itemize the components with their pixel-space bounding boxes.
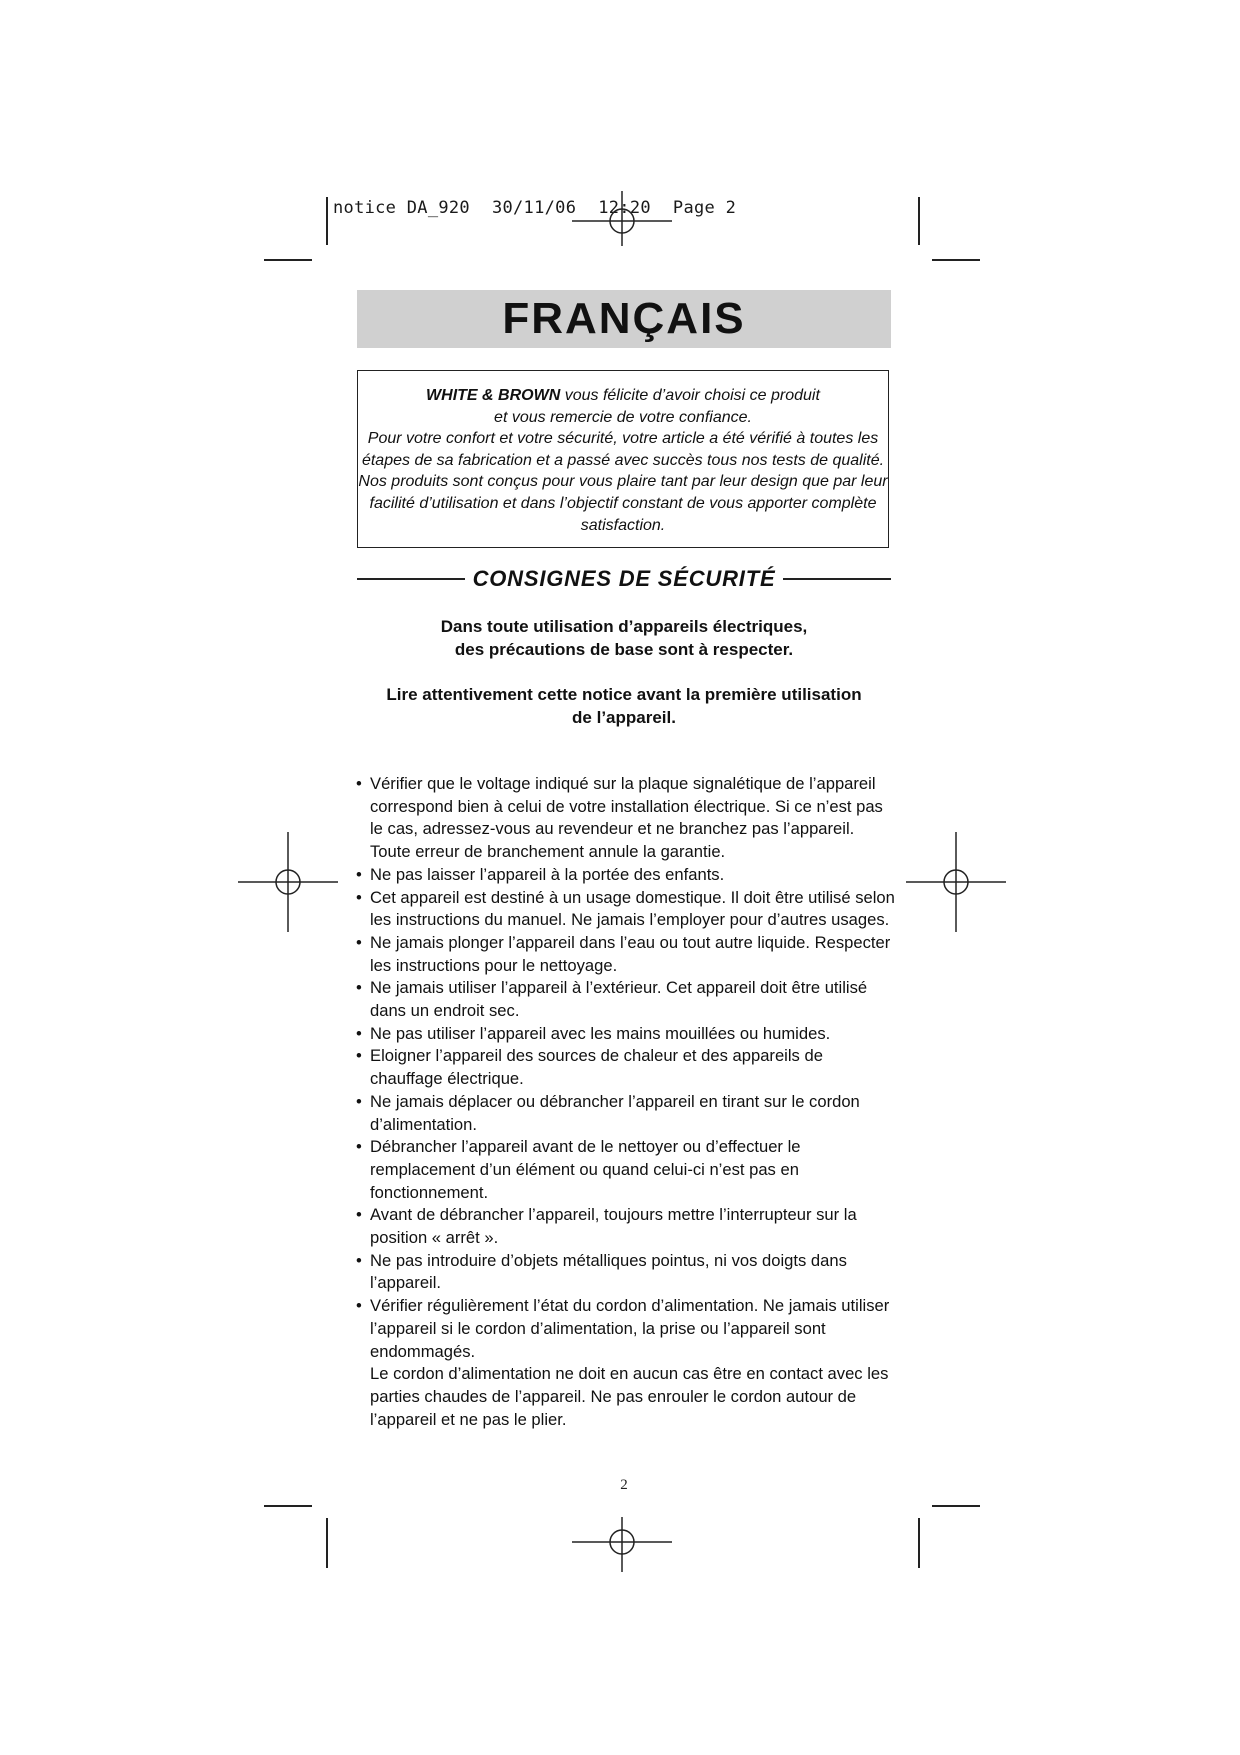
intro-text: vous félicite d’avoir choisi ce produit <box>560 387 820 404</box>
list-item <box>356 932 896 977</box>
crop-mark <box>326 197 328 245</box>
intro-line: et vous remercie de votre confiance. <box>494 408 752 426</box>
bullet-icon: • <box>356 1250 362 1270</box>
item-extra-text: Le cordon d’alimentation ne doit en aucun cas être en contact avec les parties chaudes de l’appareil. Ne pas enrouler le cordon autour de l’appareil et ne pas le plier. <box>370 1364 889 1429</box>
slug-time: 12:20 <box>598 198 651 218</box>
bullet-icon: • <box>356 1137 362 1157</box>
list-item <box>356 864 896 887</box>
page-title: FRANÇAIS <box>357 290 891 348</box>
bullet-icon: • <box>356 774 362 793</box>
crop-mark <box>932 259 980 261</box>
print-slug <box>333 198 758 218</box>
crop-mark <box>918 197 920 245</box>
item-text: Vérifier régulièrement l’état du cordon d’alimentation. Ne jamais utiliser l’appareil si le cordon d’alimentation, la prise ou l’appareil sont endommagés. <box>370 1296 890 1361</box>
list-item <box>356 1023 896 1046</box>
registration-mark-icon <box>238 832 338 932</box>
item-text: Ne pas laisser l’appareil à la portée des enfants. <box>370 864 725 884</box>
registration-mark-icon <box>572 1492 672 1592</box>
note-line: de l’appareil. <box>572 708 676 727</box>
bullet-icon: • <box>356 887 362 907</box>
section-heading <box>357 562 891 596</box>
bullet-icon: • <box>356 978 362 998</box>
read-notice-note <box>357 683 891 729</box>
item-text: Ne jamais utiliser l’appareil à l’extérieur. Cet appareil doit être utilisé dans un endroit sec. <box>370 978 868 1021</box>
list-item <box>356 977 896 1022</box>
slug-file: notice DA_920 <box>333 198 470 218</box>
item-text: Débrancher l’appareil avant de le nettoyer ou d’effectuer le remplacement d’un élément ou quand celui-ci n’est pas en fonctionnement. <box>370 1137 801 1202</box>
crop-mark <box>932 1505 980 1507</box>
note-line: des précautions de base sont à respecter. <box>454 640 794 659</box>
registration-mark-icon <box>906 832 1006 932</box>
section-title: CONSIGNES DE SÉCURITÉ <box>472 566 776 591</box>
slug-page: Page 2 <box>672 198 737 218</box>
page-number: 2 <box>620 1477 628 1493</box>
intro-box <box>357 370 889 548</box>
registration-mark-icon <box>572 171 672 271</box>
intro-line: satisfaction. <box>580 516 666 534</box>
intro-line: Nos produits sont conçus pour vous plaire tant par leur design que par leur <box>358 473 888 491</box>
brand-name: WHITE & BROWN <box>426 387 561 404</box>
bullet-icon: • <box>356 1091 362 1111</box>
general-precaution-note <box>357 615 891 661</box>
item-text: Ne jamais déplacer ou débrancher l’appareil en tirant sur le cordon d’alimentation. <box>370 1091 860 1134</box>
heading-rule <box>783 578 891 580</box>
list-item <box>356 1136 896 1204</box>
heading-rule <box>357 578 465 580</box>
crop-mark <box>918 1518 920 1568</box>
list-item <box>356 1045 896 1090</box>
intro-line <box>358 385 888 407</box>
bullet-icon: • <box>356 1023 362 1043</box>
bullet-icon: • <box>356 932 362 952</box>
item-text: Vérifier que le voltage indiqué sur la plaque signalétique de l’appareil correspond bien à celui de votre installation électrique. Si ce n’est pas le cas, adressez-vous au revendeur et ne branchez pas l’appareil. Toute erreur de branchement annule la garantie. <box>370 774 883 862</box>
list-item <box>356 1250 896 1295</box>
crop-mark <box>326 1518 328 1568</box>
list-item <box>356 1091 896 1136</box>
intro-line: facilité d’utilisation et dans l’objectif constant de vous apporter complète <box>369 494 877 512</box>
bullet-icon: • <box>356 1205 362 1225</box>
item-text: Eloigner l’appareil des sources de chaleur et des appareils de chauffage électrique. <box>370 1046 823 1089</box>
intro-line: Pour votre confort et votre sécurité, votre article a été vérifié à toutes les <box>367 430 879 448</box>
item-text: Avant de débrancher l’appareil, toujours mettre l’interrupteur sur la position « arrêt ». <box>370 1205 857 1248</box>
item-text: Cet appareil est destiné à un usage domestique. Il doit être utilisé selon les instructions du manuel. Ne jamais l’employer pour d’autres usages. <box>370 887 895 930</box>
safety-list <box>356 773 896 1431</box>
intro-line: étapes de sa fabrication et a passé avec succès tous nos tests de qualité. <box>361 451 885 469</box>
note-line: Dans toute utilisation d’appareils électriques, <box>440 617 808 636</box>
item-text: Ne pas introduire d’objets métalliques pointus, ni vos doigts dans l’appareil. <box>370 1250 847 1293</box>
slug-date: 30/11/06 <box>491 198 577 218</box>
list-item <box>356 887 896 932</box>
bullet-icon: • <box>356 1296 362 1316</box>
crop-mark <box>264 259 312 261</box>
bullet-icon: • <box>356 1046 362 1066</box>
item-text: Ne jamais plonger l’appareil dans l’eau ou tout autre liquide. Respecter les instructions pour le nettoyage. <box>370 932 891 975</box>
bullet-icon: • <box>356 864 362 884</box>
list-item <box>356 773 896 864</box>
item-text: Ne pas utiliser l’appareil avec les mains mouillées ou humides. <box>370 1023 831 1043</box>
list-item <box>356 1295 896 1431</box>
crop-mark <box>264 1505 312 1507</box>
list-item <box>356 1204 896 1249</box>
note-line: Lire attentivement cette notice avant la première utilisation <box>386 685 862 704</box>
